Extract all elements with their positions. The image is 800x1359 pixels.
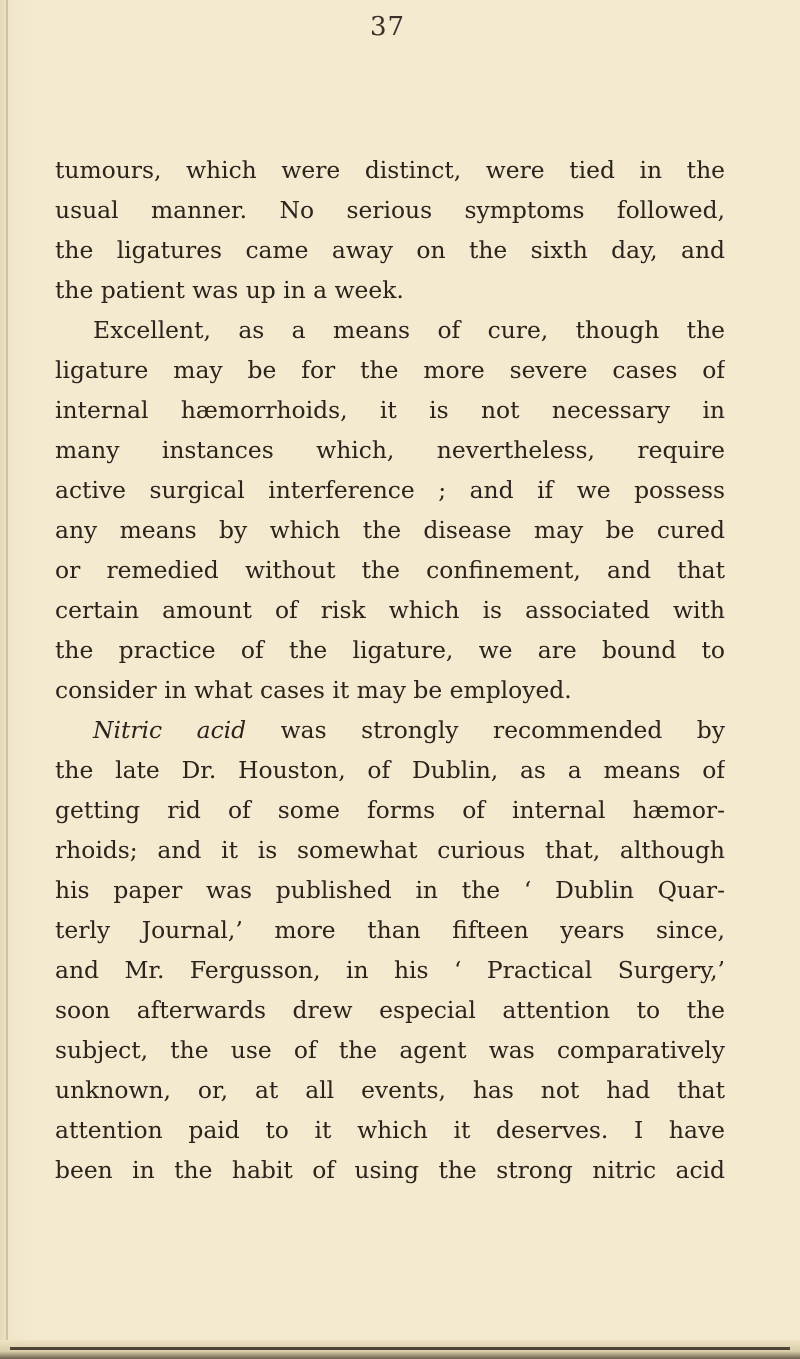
text-line: the ligatures came away on the sixth day, and [55, 236, 725, 264]
text-line: active surgical interference ; and if we possess [55, 476, 725, 504]
text-line: consider in what cases it may be employed. [55, 676, 572, 704]
text-line: and Mr. Fergusson, in his ‘ Practical Surgery,’ [55, 956, 725, 984]
text-line: soon afterwards drew especial attention to the [55, 996, 725, 1024]
text-line: certain amount of risk which is associated with [55, 596, 725, 624]
text-line: any means by which the disease may be cured [55, 516, 725, 544]
text-line: getting rid of some forms of internal hæmor- [55, 796, 725, 824]
text-line: subject, the use of the agent was comparatively [55, 1036, 725, 1064]
text-line: many instances which, nevertheless, require [55, 436, 725, 464]
text-line: the practice of the ligature, we are bound to [55, 636, 725, 664]
text-line: the patient was up in a week. [55, 276, 404, 304]
text-line: the late Dr. Houston, of Dublin, as a means of [55, 756, 725, 784]
paragraph-start-line: Excellent, as a means of cure, though the [93, 316, 725, 344]
paragraph-start-line [55, 710, 725, 750]
text-line: internal hæmorrhoids, it is not necessary in [55, 396, 725, 424]
text-line: been in the habit of using the strong nitric acid [55, 1156, 725, 1184]
text-line: usual manner. No serious symptoms followed, [55, 196, 725, 224]
text-line: or remedied without the confinement, and that [55, 556, 725, 584]
text-line: unknown, or, at all events, has not had that [55, 1076, 725, 1104]
text-line: ligature may be for the more severe cases of [55, 356, 725, 384]
text-line: attention paid to it which it deserves. I have [55, 1116, 725, 1144]
text-line: his paper was published in the ‘ Dublin Quar- [55, 876, 725, 904]
body-text [55, 150, 725, 1190]
page-bottom-rule [10, 1347, 790, 1350]
italic-term: Nitric acid [93, 716, 247, 744]
page-binding-edge [6, 0, 8, 1359]
line-rest: was strongly recommended by [246, 716, 725, 744]
text-line: tumours, which were distinct, were tied in the [55, 156, 725, 184]
text-line: rhoids; and it is somewhat curious that, although [55, 836, 725, 864]
text-line: terly Journal,’ more than fifteen years since, [55, 916, 725, 944]
page-number: 37 [370, 12, 406, 42]
